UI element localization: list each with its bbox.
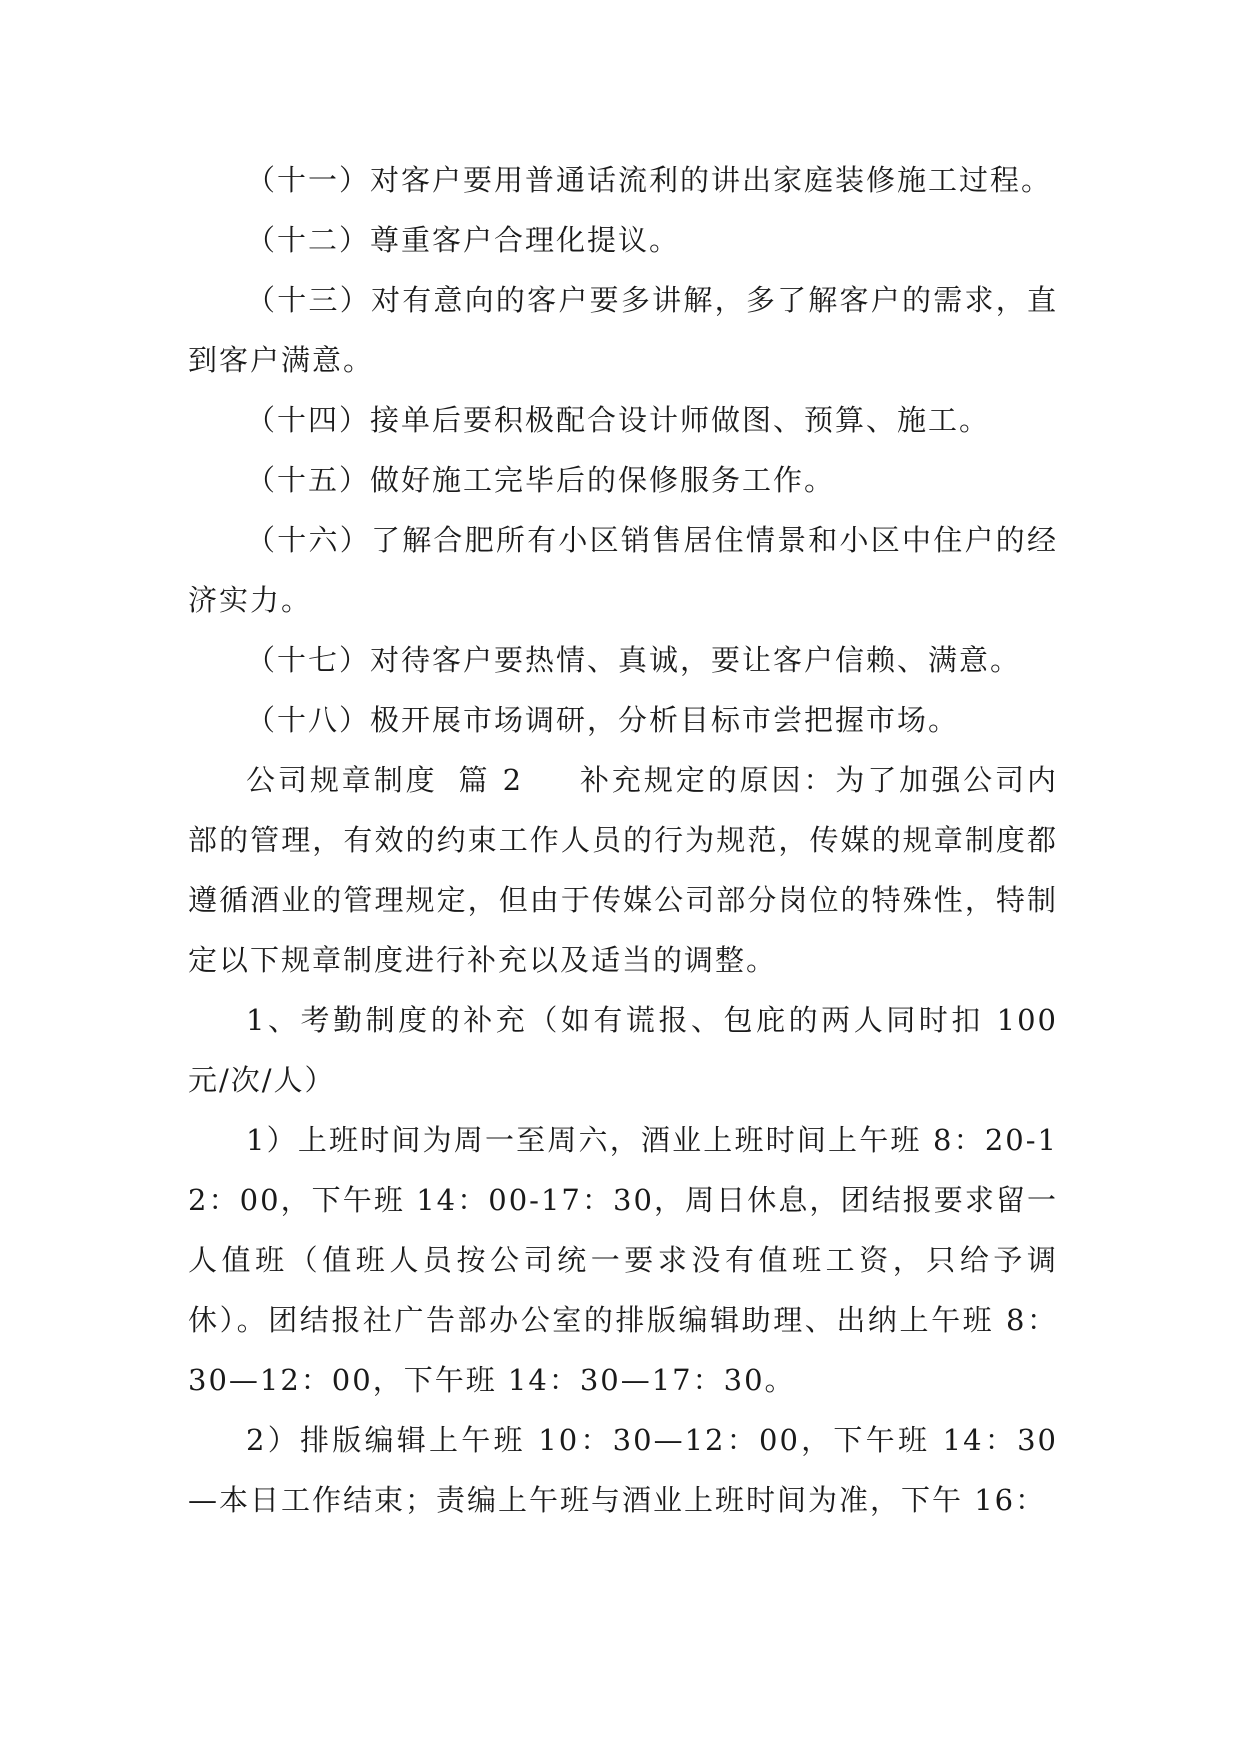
paragraph-item-11: （十一）对客户要用普通话流利的讲出家庭装修施工过程。: [246, 163, 1053, 197]
rule-editor-hours: 2）排版编辑上午班 10：30—12：00，下午班 14：30—本日工作结束；责编上午班与酒业上班时间为准，下午 16：: [188, 1423, 1058, 1517]
paragraph-item-14: （十四）接单后要积极配合设计师做图、预算、施工。: [246, 403, 991, 437]
section-paragraph: [188, 750, 1058, 990]
section-text: 补充规定的原因：为了加强公司内部的管理，有效的约束工作人员的行为规范，传媒的规章制度都遵循酒业的管理规定，但由于传媒公司部分岗位的特殊性，特制定以下规章制度进行补充以及适当的调整。: [188, 763, 1058, 977]
section-label: 篇 2: [457, 763, 524, 797]
paragraph-item-18: （十八）极开展市场调研，分析目标市尝把握市场。: [246, 703, 960, 737]
paragraph-item-16: （十六）了解合肥所有小区销售居住情景和小区中住户的经济实力。: [188, 523, 1058, 617]
paragraph-item-15: （十五）做好施工完毕后的保修服务工作。: [246, 463, 836, 497]
paragraph-item-12: （十二）尊重客户合理化提议。: [246, 223, 681, 257]
rule-attendance-heading: 1、考勤制度的补充（如有谎报、包庇的两人同时扣 100 元/次/人）: [188, 1003, 1058, 1097]
paragraph-item-17: （十七）对待客户要热情、真诚，要让客户信赖、满意。: [246, 643, 1022, 677]
document-body: [188, 150, 1058, 1530]
paragraph-item-13: （十三）对有意向的客户要多讲解，多了解客户的需求，直到客户满意。: [188, 283, 1058, 377]
rule-work-hours: 1）上班时间为周一至周六，酒业上班时间上午班 8：20-12：00，下午班 14：00-17：30，周日休息，团结报要求留一人值班（值班人员按公司统一要求没有值班工资，只给予调休）。团结报社广告部办公室的排版编辑助理、出纳上午班 8：30—12：00，下午班 14：30—17：30。: [188, 1123, 1058, 1397]
section-title: 公司规章制度: [246, 763, 438, 797]
